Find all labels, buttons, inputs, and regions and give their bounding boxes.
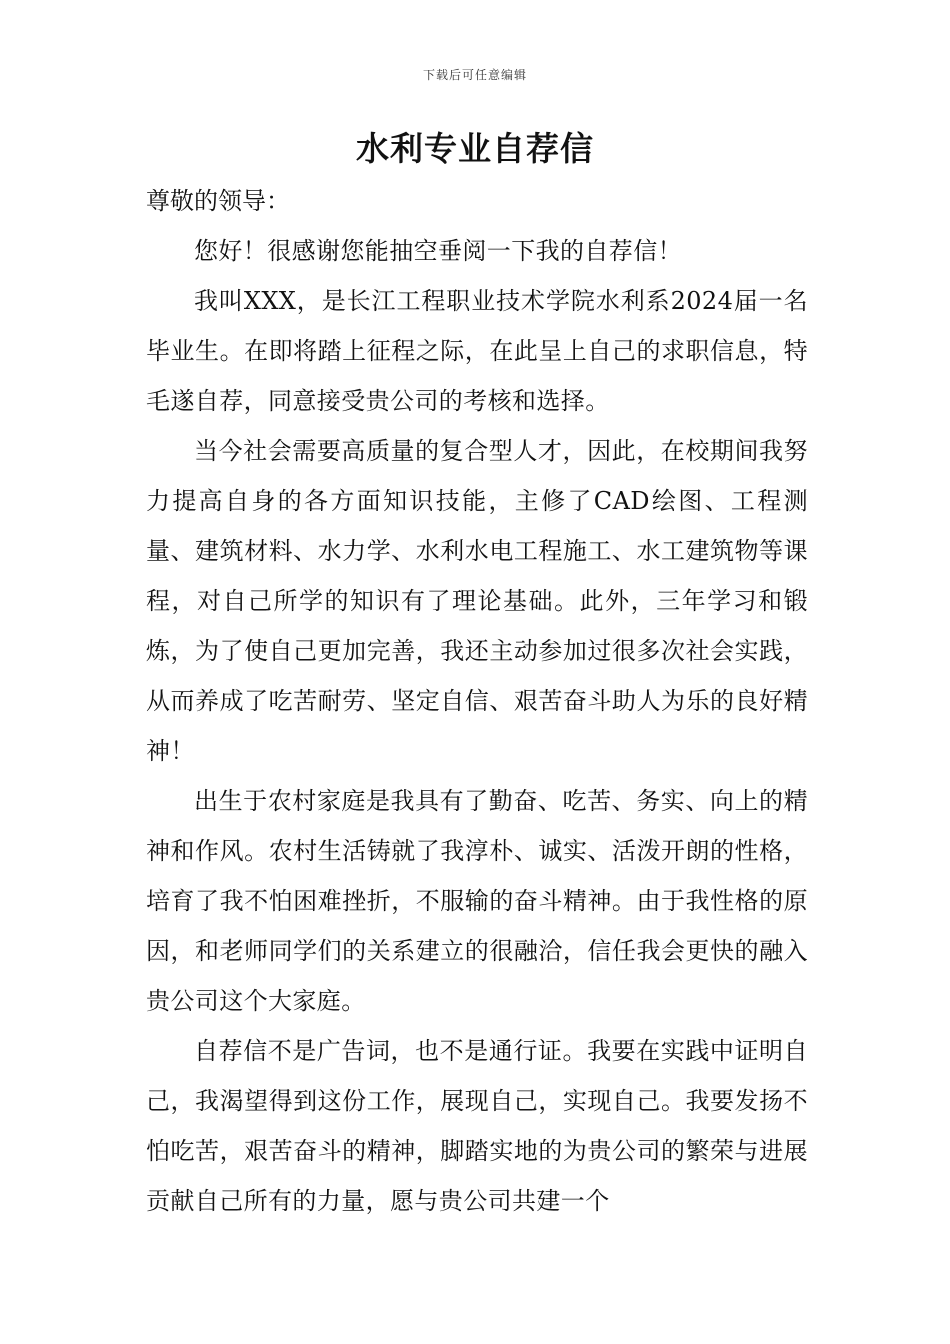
header-note: 下载后可任意编辑 — [422, 68, 527, 82]
paragraph-background: 出生于农村家庭是我具有了勤奋、吃苦、务实、向上的精神和作风。农村生活铸就了我淳朴、诚实、活泼开朗的性格，培育了我不怕困难挫折，不服输的奋斗精神。由于我性格的原因，和老师同学们的关系建立的很融洽，信任我会更快的融入贵公司这个大家庭。 — [146, 787, 808, 1015]
paragraph-commitment: 自荐信不是广告词，也不是通行证。我要在实践中证明自己，我渴望得到这份工作，展现自己，实现自己。我要发扬不怕吃苦，艰苦奋斗的精神，脚踏实地的为贵公司的繁荣与进展贡献自己所有的力量，愿与贵公司共建一个 — [146, 1037, 808, 1215]
letter-body — [146, 176, 808, 1226]
paragraph-education: 当今社会需要高质量的复合型人才，因此，在校期间我努力提高自身的各方面知识技能，主修了CAD绘图、工程测量、建筑材料、水力学、水利水电工程施工、水工建筑物等课程，对自己所学的知识有了理论基础。此外，三年学习和锻炼，为了使自己更加完善，我还主动参加过很多次社会实践，从而养成了吃苦耐劳、坚定自信、艰苦奋斗助人为乐的良好精神！ — [146, 437, 808, 765]
document-title: 水利专业自荐信 — [356, 129, 594, 168]
paragraph-introduction: 我叫XXX，是长江工程职业技术学院水利系2024届一名毕业生。在即将踏上征程之际，在此呈上自己的求职信息，特毛遂自荐，同意接受贵公司的考核和选择。 — [146, 287, 808, 415]
salutation: 尊敬的领导： — [146, 187, 290, 215]
paragraph-greeting: 您好！很感谢您能抽空垂阅一下我的自荐信！ — [194, 237, 682, 265]
